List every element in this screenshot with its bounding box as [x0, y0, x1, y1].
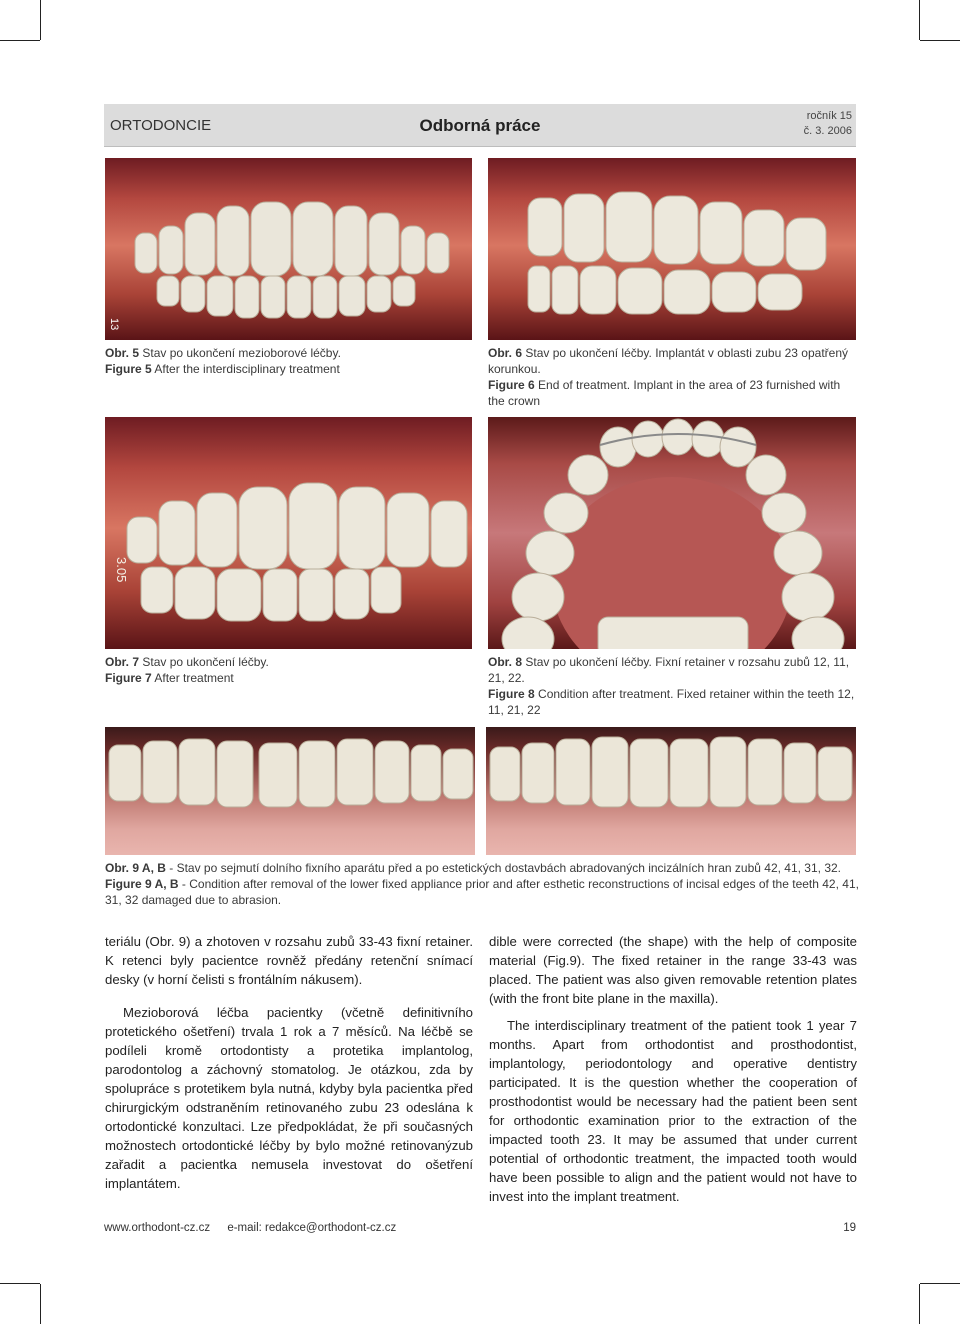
body-column-en: [489, 932, 857, 1214]
figure-5-caption: [105, 345, 465, 377]
page-header: [104, 104, 856, 147]
email-link[interactable]: e-mail: redakce@orthodont-cz.cz: [227, 1222, 397, 1234]
caption-label: Figure 7: [105, 671, 152, 685]
caption-en: [488, 686, 858, 718]
issue-label: č. 3. 2006: [803, 125, 852, 137]
caption-text: Stav po ukončení mezioborové léčby.: [139, 346, 341, 360]
caption-label: Figure 8: [488, 687, 535, 701]
crop-mark: [0, 40, 40, 41]
figure-8-photo: [488, 417, 856, 649]
paragraph: Mezioborová léčba pacientky (včetně definitivního protetického ošetření) trvala 1 rok a 7 měsíců. Na léčbě se podíleli kromě ortodontisty a protetika implantolog, parodontolog a záchovný stomatolog. Je otázkou, zda by spolupráce s protetikem byla nutná, kdyby byla pacientka před chirurgickým odstraněním retinovaného zubu 23 odeslána k ortodontické konzultaci. Lze předpokládat, že při současných možnostech ortodontické léčby by bylo možné retinovanýzub zařadit a pacientka nemusela investovat do ošetření implantátem.: [105, 1005, 473, 1191]
caption-cz: [488, 345, 858, 377]
page-title: Odborná práce: [419, 116, 541, 135]
volume-label: ročník 15: [806, 110, 852, 122]
crop-mark: [919, 0, 920, 40]
caption-text: After the interdisciplinary treatment: [151, 362, 340, 376]
caption-text: - Condition after removal of the lower fixed appliance prior and after esthetic reconstructions of incisal edges of the teeth 42, 41, 31, 32 damaged due to abrasion.: [105, 877, 859, 907]
caption-label: Obr. 9 A, B: [105, 861, 166, 875]
figure-5-photo: [105, 158, 472, 340]
teeth-lateral-illustration: [488, 158, 856, 340]
upper-arch-illustration: [488, 417, 856, 649]
caption-cz: [488, 654, 858, 686]
caption-label: Obr. 8: [488, 655, 523, 669]
caption-text: After treatment: [151, 671, 234, 685]
teeth-frontal-illustration: [105, 158, 472, 340]
crop-mark: [919, 1284, 920, 1324]
figure-9a-photo: [105, 727, 475, 855]
caption-text: - Stav po sejmutí dolního fixního aparátu před a po estetických dostavbách abradovaných incizálních hran zubů 42, 41, 31, 32.: [165, 861, 841, 875]
photo-imprint: 3.05: [114, 557, 129, 583]
caption-label: Obr. 5: [105, 346, 140, 360]
figure-9b-photo: [486, 727, 856, 855]
caption-text: Stav po ukončení léčby.: [139, 655, 269, 669]
caption-label: Obr. 6: [488, 346, 523, 360]
figure-9-caption: [105, 860, 859, 908]
caption-text: Stav po ukončení léčby. Fixní retainer v rozsahu zubů 12, 11, 21, 22.: [488, 655, 850, 685]
caption-en: [105, 876, 859, 908]
crop-mark: [40, 0, 41, 40]
figure-7-caption: [105, 654, 465, 686]
caption-cz: [105, 345, 465, 361]
journal-section: ORTODONCIE: [110, 117, 212, 134]
body-column-cz: [105, 932, 473, 1201]
caption-text: Condition after treatment. Fixed retainer within the teeth 12, 11, 21, 22: [488, 687, 855, 717]
caption-cz: [105, 654, 465, 670]
teeth-lateral-illustration: [105, 417, 472, 649]
caption-text: Stav po ukončení léčby. Implantát v oblasti zubu 23 opatřený korunkou.: [488, 346, 848, 376]
paragraph: dible were corrected (the shape) with the help of composite material (Fig.9). The fixed retainer in the range 33-43 was placed. The patient was also given removable retention plates (with the front bite plane in the maxilla).: [489, 934, 857, 1006]
website-link[interactable]: www.orthodont-cz.cz: [104, 1222, 211, 1234]
paragraph: teriálu (Obr. 9) a zhotoven v rozsahu zubů 33-43 fixní retainer. K retenci byly pacientce rovněž předány retenční snímací desky (v horní čelisti s frontálním nákusem).: [105, 934, 473, 987]
caption-text: End of treatment. Implant in the area of 23 furnished with the crown: [488, 378, 841, 408]
caption-en: [105, 361, 465, 377]
figure-7-photo: [105, 417, 472, 649]
crop-mark: [40, 1284, 41, 1324]
page-number: 19: [843, 1222, 856, 1234]
photo-imprint: 13: [108, 318, 120, 331]
caption-en: [488, 377, 858, 409]
paragraph: The interdisciplinary treatment of the patient took 1 year 7 months. Apart from orthodontist and prosthodontist, implantology, periodontology and operative dentistry participated. It is the question whether the cooperation of prosthodontist would be necessary had the patient been sent for orthodontic examination prior to the extraction of the impacted tooth 23. It may be assumed that under current potential of orthodontic treatment, the impacted tooth would have been possible to align and the patient would not have to invest into the implant treatment.: [489, 1018, 857, 1204]
page-footer: [104, 1222, 856, 1234]
figure-6-caption: [488, 345, 858, 409]
caption-label: Figure 9 A, B: [105, 877, 179, 891]
caption-label: Figure 5: [105, 362, 152, 376]
caption-label: Figure 6: [488, 378, 535, 392]
caption-en: [105, 670, 465, 686]
crop-mark: [920, 1283, 960, 1284]
crop-mark: [0, 1283, 40, 1284]
caption-cz: [105, 860, 859, 876]
figure-6-photo: [488, 158, 856, 340]
crop-mark: [920, 40, 960, 41]
caption-label: Obr. 7: [105, 655, 140, 669]
lower-teeth-illustration: [486, 727, 856, 855]
lower-teeth-illustration: [105, 727, 475, 855]
figure-8-caption: [488, 654, 858, 718]
issue-info: [804, 109, 852, 139]
